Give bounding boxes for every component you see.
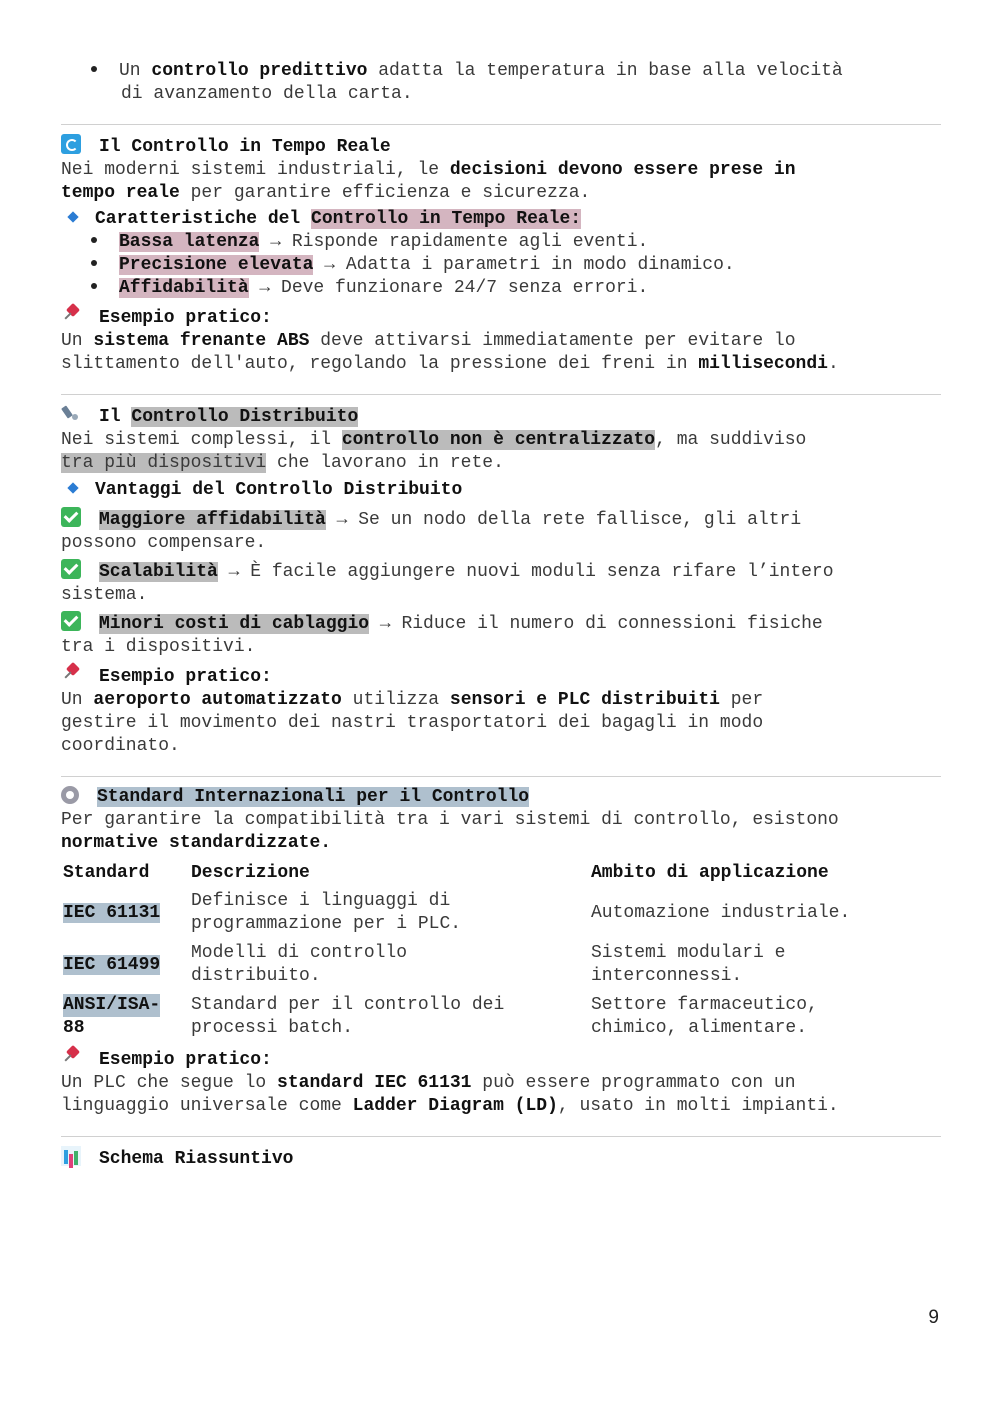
advantage-item: Scalabilità → È facile aggiungere nuovi moduli senza rifare l’intero	[61, 559, 941, 584]
check-icon	[61, 559, 81, 579]
paragraph-line: slittamento dell'auto, regolando la pressione dei freni in millisecondi.	[61, 354, 839, 374]
gear-icon	[61, 786, 79, 804]
table-row	[61, 939, 941, 991]
table-cell: Modelli di controllo distribuito.	[191, 943, 408, 986]
example-label: Esempio pratico:	[61, 664, 941, 689]
paragraph-line: possono compensare.	[61, 533, 267, 553]
bullet-dot	[91, 283, 97, 289]
check-icon	[61, 507, 81, 527]
paragraph-line: Nei sistemi complessi, il controllo non è centralizzato, ma suddiviso	[61, 430, 807, 450]
section-standards	[61, 786, 941, 1118]
example-label: Esempio pratico:	[61, 305, 941, 330]
section-summary	[61, 1146, 941, 1171]
paragraph-line: tra più dispositivi che lavorano in rete.	[61, 453, 504, 473]
table-cell: ANSI/ISA- 88	[63, 995, 161, 1038]
table-cell: IEC 61131	[63, 902, 161, 923]
bullet-dot	[91, 260, 97, 266]
table-row	[61, 991, 941, 1043]
divider	[61, 124, 941, 125]
check-icon	[61, 611, 81, 631]
paragraph-line: linguaggio universale come Ladder Diagram (LD), usato in molti impianti.	[61, 1096, 839, 1116]
column-header: Standard	[63, 862, 150, 883]
example-label: Esempio pratico:	[61, 1047, 941, 1072]
table-cell: Sistemi modulari e interconnessi.	[591, 943, 786, 986]
divider	[61, 776, 941, 777]
column-header: Ambito di applicazione	[591, 862, 829, 883]
pushpin-icon	[61, 305, 81, 325]
satellite-icon	[61, 404, 81, 424]
section-realtime	[61, 134, 941, 376]
section-title: Il Controllo Distribuito	[61, 404, 941, 429]
list-item: Affidabilità → Deve funzionare 24/7 senza errori.	[61, 277, 941, 300]
divider	[61, 394, 941, 395]
paragraph-line: sistema.	[61, 585, 148, 605]
section-title: Standard Internazionali per il Controllo	[61, 786, 941, 809]
pushpin-icon	[61, 1047, 81, 1067]
paragraph-line: Un sistema frenante ABS deve attivarsi immediatamente per evitare lo	[61, 331, 796, 351]
list-item: Precisione elevata → Adatta i parametri in modo dinamico.	[61, 254, 941, 277]
pushpin-icon	[61, 664, 81, 684]
bullet-dot	[91, 237, 97, 243]
paragraph-line: Un aeroporto automatizzato utilizza sensori e PLC distribuiti per	[61, 690, 764, 710]
paragraph-line: tempo reale per garantire efficienza e sicurezza.	[61, 183, 591, 203]
page-number: 9	[928, 1307, 939, 1328]
bullet-dot	[91, 66, 97, 72]
diamond-icon	[67, 211, 78, 222]
paragraph-line: tra i dispositivi.	[61, 637, 256, 657]
table-header-row	[61, 859, 941, 887]
intro-bullet-cont: di avanzamento della carta.	[121, 84, 413, 104]
section-title: Il Controllo in Tempo Reale	[61, 134, 941, 159]
table-cell: Definisce i linguaggi di programmazione per i PLC.	[191, 891, 462, 934]
document-page	[61, 58, 941, 1171]
divider	[61, 1136, 941, 1137]
paragraph-line: Un PLC che segue lo standard IEC 61131 può essere programmato con un	[61, 1073, 796, 1093]
table-row	[61, 887, 941, 939]
subheading: Vantaggi del Controllo Distribuito	[61, 479, 941, 502]
table-cell: Standard per il controllo dei processi batch.	[191, 995, 505, 1038]
paragraph-line: gestire il movimento dei nastri trasportatori dei bagagli in modo	[61, 713, 764, 733]
table-cell: Settore farmaceutico, chimico, alimentare.	[591, 995, 818, 1038]
table-cell: Automazione industriale.	[591, 902, 851, 923]
section-title: Schema Riassuntivo	[61, 1146, 941, 1171]
column-header: Descrizione	[191, 862, 310, 883]
paragraph-line: Per garantire la compatibilità tra i vari sistemi di controllo, esistono	[61, 810, 839, 830]
subheading: Caratteristiche del Controllo in Tempo Reale:	[61, 208, 941, 231]
standards-table	[61, 859, 941, 1043]
section-distributed	[61, 404, 941, 758]
bar-chart-icon	[61, 1146, 81, 1166]
diamond-icon	[67, 482, 78, 493]
paragraph-line: Nei moderni sistemi industriali, le decisioni devono essere prese in	[61, 160, 796, 180]
paragraph-line: normative standardizzate.	[61, 833, 332, 853]
list-item: Bassa latenza → Risponde rapidamente agli eventi.	[61, 231, 941, 254]
advantage-item: Minori costi di cablaggio → Riduce il numero di connessioni fisiche	[61, 611, 941, 636]
table-cell: IEC 61499	[63, 954, 161, 975]
intro-bullet: Un controllo predittivo adatta la temperatura in base alla velocità	[61, 60, 941, 83]
sync-icon	[61, 134, 81, 154]
advantage-item: Maggiore affidabilità → Se un nodo della rete fallisce, gli altri	[61, 507, 941, 532]
paragraph-line: coordinato.	[61, 736, 180, 756]
